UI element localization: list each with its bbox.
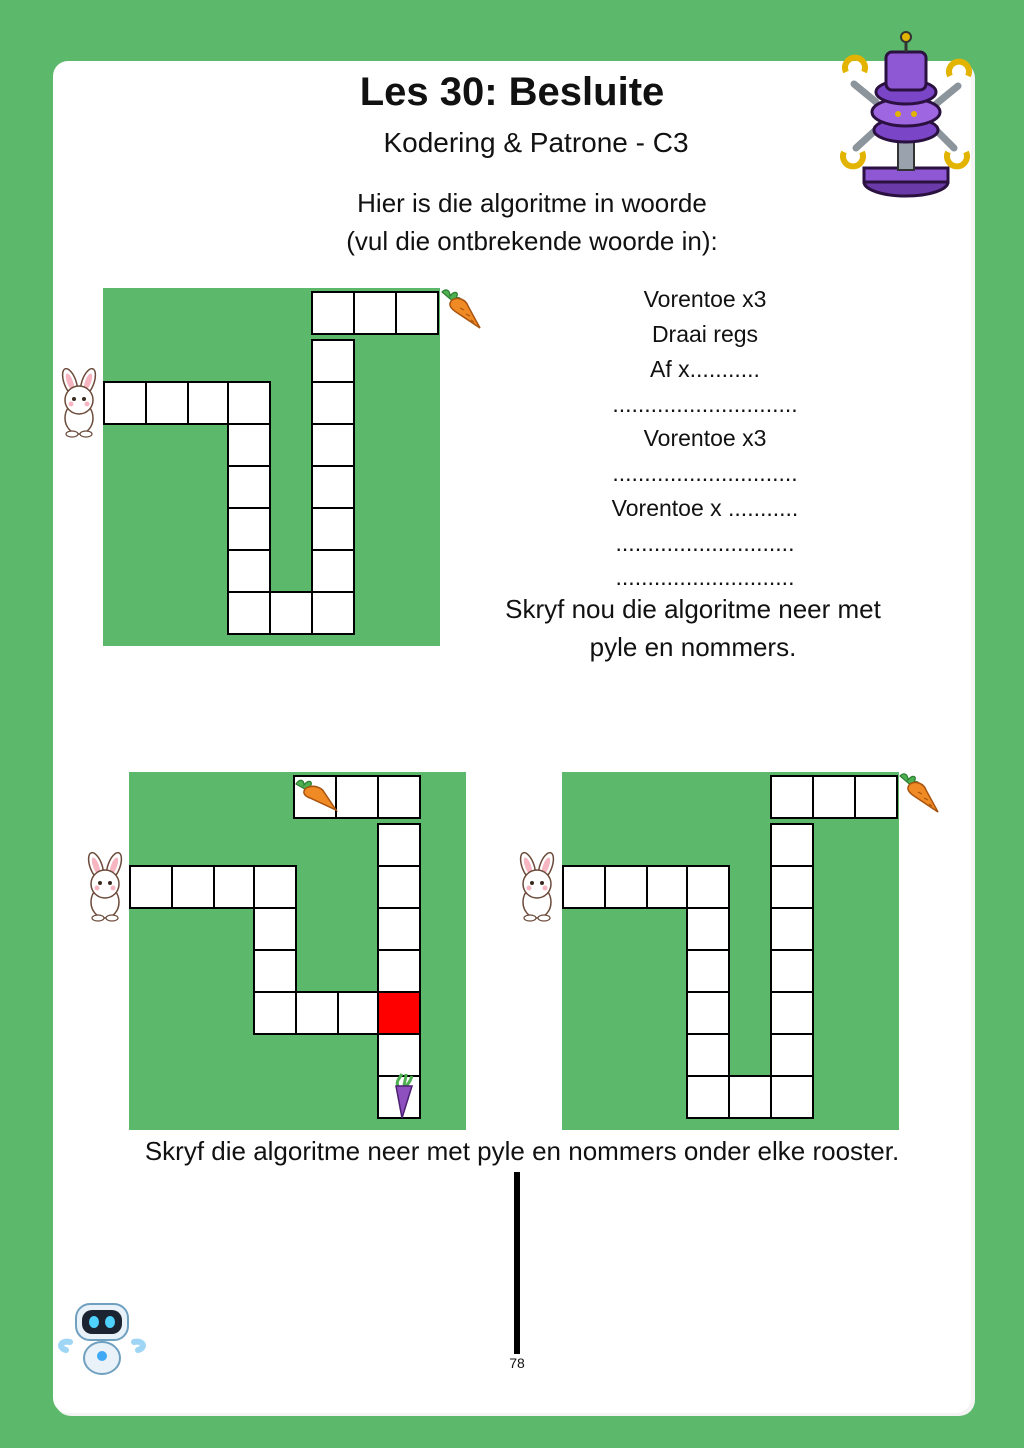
grid-cell	[228, 508, 270, 550]
blue-robot-icon	[56, 1300, 148, 1380]
grid-cell	[354, 292, 396, 334]
grid-cell	[771, 950, 813, 992]
red-highlight-cell	[378, 992, 420, 1034]
grid-cell	[338, 992, 380, 1034]
algorithm-line: Draai regs	[651, 321, 759, 347]
write-algorithm-instruction	[470, 590, 916, 666]
grid-cell	[228, 466, 270, 508]
grid-cell	[228, 592, 270, 634]
grid-cell	[378, 1034, 420, 1076]
purple-carrot-icon	[384, 1072, 420, 1120]
write-now-line-1: Skryf nou die algoritme neer met	[505, 594, 881, 624]
instruction-line-2: (vul die ontbrekende woorde in):	[346, 226, 718, 256]
bottom-instruction: Skryf die algoritme neer met pyle en nommers onder elke rooster.	[144, 1136, 900, 1166]
bunny-icon	[50, 368, 106, 438]
page-number: 78	[509, 1355, 525, 1371]
write-now-line-2: pyle en nommers.	[589, 632, 797, 662]
grid-cell	[771, 908, 813, 950]
grid-cell	[312, 592, 354, 634]
grid-cell	[378, 908, 420, 950]
grid-cell	[855, 776, 897, 818]
grid-cell	[270, 592, 312, 634]
grid-cell	[771, 866, 813, 908]
worksheet-page	[58, 66, 966, 1408]
grid-cell	[396, 292, 438, 334]
algorithm-line: Af x...........	[650, 356, 760, 382]
grid-cell	[771, 1076, 813, 1118]
grid-cell	[104, 382, 146, 424]
grid-cell	[312, 340, 354, 382]
page-subtitle: Kodering & Patrone - C3	[383, 127, 689, 158]
maze-grid-3	[562, 772, 899, 1130]
purple-robot-icon	[836, 30, 976, 200]
grid-cell	[312, 292, 354, 334]
grid-cell	[729, 1076, 771, 1118]
grid-cell	[254, 992, 296, 1034]
grid-cell	[296, 992, 338, 1034]
grid-cell	[254, 908, 296, 950]
grid-cell	[228, 424, 270, 466]
carrot-icon	[894, 770, 942, 816]
grid-cell	[172, 866, 214, 908]
algorithm-blank-line: ............................	[615, 530, 795, 556]
grid-cell	[771, 1034, 813, 1076]
grid-cell	[146, 382, 188, 424]
algorithm-blank-line: ............................	[615, 564, 795, 590]
grid-cell	[813, 776, 855, 818]
grid-cell	[378, 776, 420, 818]
grid-cell	[771, 992, 813, 1034]
grid-cell	[687, 908, 729, 950]
algorithm-line: Vorentoe x3	[643, 286, 767, 312]
grid-cell	[312, 424, 354, 466]
grid-cell	[687, 1076, 729, 1118]
grid-cell	[312, 466, 354, 508]
grid-cell	[771, 776, 813, 818]
grid-cell	[312, 508, 354, 550]
grid-cell	[228, 382, 270, 424]
grid-cell	[687, 866, 729, 908]
algorithm-blank-line: .............................	[612, 460, 798, 486]
grid-cell	[254, 950, 296, 992]
vertical-divider	[514, 1172, 520, 1354]
grid-cell	[563, 866, 605, 908]
bunny-icon	[508, 852, 564, 922]
grid-cell	[312, 382, 354, 424]
grid-cell	[214, 866, 256, 908]
bunny-icon	[76, 852, 132, 922]
grid-cell	[336, 776, 378, 818]
grid-cell	[771, 824, 813, 866]
grid-cell	[130, 866, 172, 908]
grid-cell	[687, 1034, 729, 1076]
grid-cell	[687, 950, 729, 992]
carrot-icon	[292, 776, 338, 816]
grid-cell	[254, 866, 296, 908]
grid-cell	[605, 866, 647, 908]
algorithm-line: Vorentoe x3	[643, 425, 767, 451]
page-title: Les 30: Besluite	[359, 70, 665, 114]
maze-grid-1	[103, 288, 440, 646]
grid-cell	[378, 950, 420, 992]
grid-cell	[647, 866, 689, 908]
grid-cell	[228, 550, 270, 592]
grid-cell	[312, 550, 354, 592]
algorithm-blank-line: .............................	[612, 391, 798, 417]
grid-cell	[188, 382, 230, 424]
grid-cell	[687, 992, 729, 1034]
grid-cell	[378, 866, 420, 908]
instruction-line-1: Hier is die algoritme in woorde	[357, 188, 707, 218]
algorithm-line: Vorentoe x ...........	[611, 495, 799, 521]
carrot-icon	[436, 286, 484, 332]
grid-cell	[378, 824, 420, 866]
